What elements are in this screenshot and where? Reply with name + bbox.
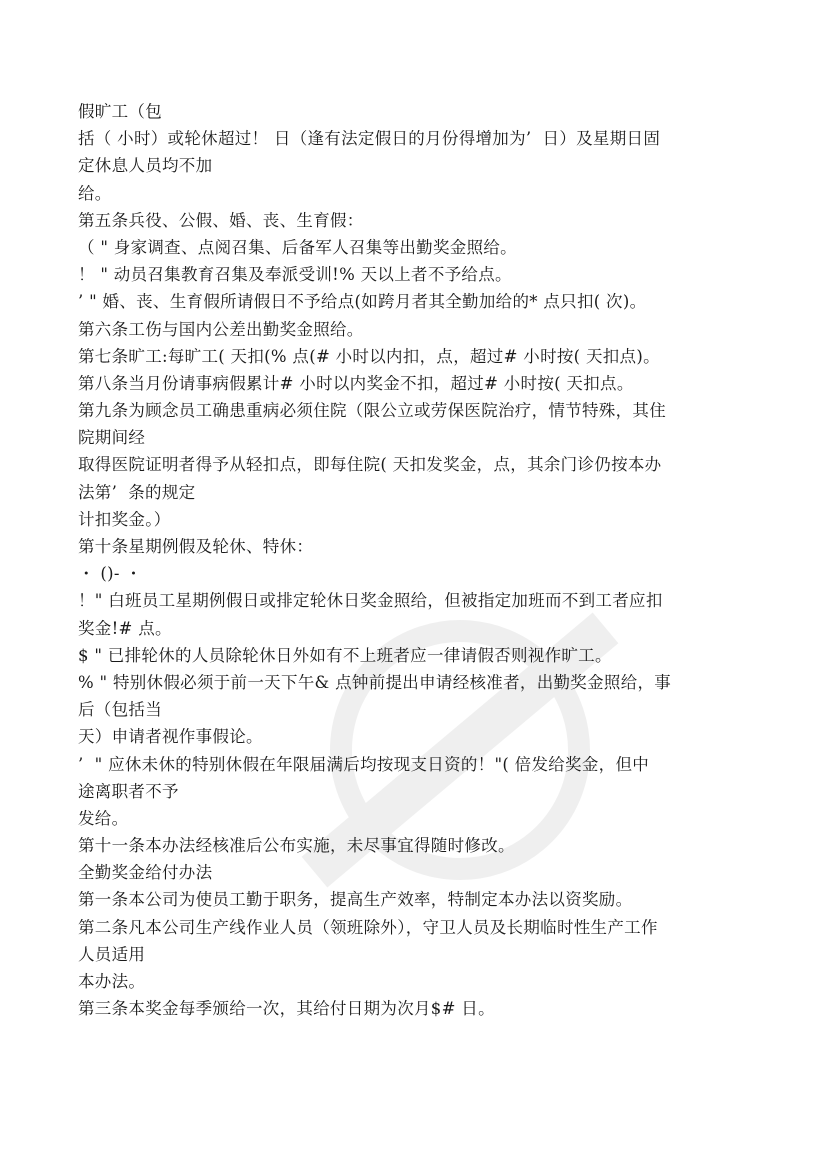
text-line: 后（包括当 bbox=[78, 700, 162, 720]
text-line: ’ " 应休未休的特别休假在年限届满后均按现支日资的！"( 倍发给奖金，但中 bbox=[78, 754, 650, 774]
text-line: 第一条本公司为使员工勤于职务，提高生产效率，特制定本办法以资奖励。 bbox=[78, 890, 633, 910]
text-line: 假旷工（包 bbox=[78, 102, 162, 121]
text-line: 第二条凡本公司生产线作业人员（领班除外），守卫人员及长期临时性生产工作 bbox=[78, 917, 658, 937]
text-line: 第十一条本办法经核准后公布实施，未尽事宜得随时修改。 bbox=[78, 836, 515, 856]
text-line: $ " 已排轮休的人员除轮休日外如有不上班者应一律请假否则视作旷工。 bbox=[78, 645, 612, 665]
text-line: 给。 bbox=[78, 183, 112, 203]
text-line: ！" 白班员工星期例假日或排定轮休日奖金照给，但被指定加班而不到工者应扣 bbox=[78, 591, 663, 611]
text-line: 天）申请者视作事假论。 bbox=[78, 727, 263, 747]
text-line: 第五条兵役、公假、婚、丧、生育假： bbox=[78, 210, 364, 230]
text-line: （ " 身家调查、点阅召集、后备军人召集等出勤奖金照给。 bbox=[78, 237, 517, 257]
text-line: ’ " 婚、丧、生育假所请假日不予给点(如跨月者其全勤加给的* 点只扣( 次)。 bbox=[78, 292, 647, 312]
text-line: 计扣奖金。） bbox=[78, 509, 171, 529]
text-line: % " 特别休假必须于前一天下午& 点钟前提出申请经核准者，出勤奖金照给，事 bbox=[78, 672, 672, 692]
text-line: 第八条当月份请事病假累计# 小时以内奖金不扣，超过# 小时按( 天扣点。 bbox=[78, 373, 634, 393]
text-line: ！ " 动员召集教育召集及奉派受训!% 天以上者不予给点。 bbox=[78, 265, 512, 285]
text-line: 第九条为顾念员工确患重病必须住院（限公立或劳保医院治疗，情节特殊，其住 bbox=[78, 401, 666, 421]
text-line: 第三条本奖金每季颁给一次，其给付日期为次月$# 日。 bbox=[78, 999, 495, 1019]
text-line: 法第’ 条的规定 bbox=[78, 482, 196, 502]
text-line: 取得医院证明者得予从轻扣点，即每住院( 天扣发奖金，点，其余门诊仍按本办 bbox=[78, 455, 662, 475]
text-line: 奖金!# 点。 bbox=[78, 618, 172, 638]
text-line: 第六条工伤与国内公差出勤奖金照给。 bbox=[78, 319, 364, 339]
text-line: 人员适用 bbox=[78, 944, 146, 964]
text-line: 定休息人员均不加 bbox=[78, 156, 213, 176]
text-line: 发给。 bbox=[78, 808, 129, 828]
text-line: 第十条星期例假及轮休、特休： bbox=[78, 537, 314, 556]
text-line: 本办法。 bbox=[78, 972, 146, 991]
text-line: 途离职者不予 bbox=[78, 781, 179, 801]
text-line: ・ ()- ・ bbox=[78, 564, 143, 584]
text-line: 全勤奖金给付办法 bbox=[78, 863, 213, 883]
text-line: 括（ 小时）或轮休超过！ 日（逢有法定假日的月份得增加为’ 日）及星期日固 bbox=[78, 129, 661, 149]
text-line: 第七条旷工:每旷工( 天扣(% 点(# 小时以内扣，点，超过# 小时按( 天扣点)。 bbox=[78, 346, 660, 366]
document-body bbox=[78, 98, 758, 1022]
text-line: 院期间经 bbox=[78, 428, 146, 448]
